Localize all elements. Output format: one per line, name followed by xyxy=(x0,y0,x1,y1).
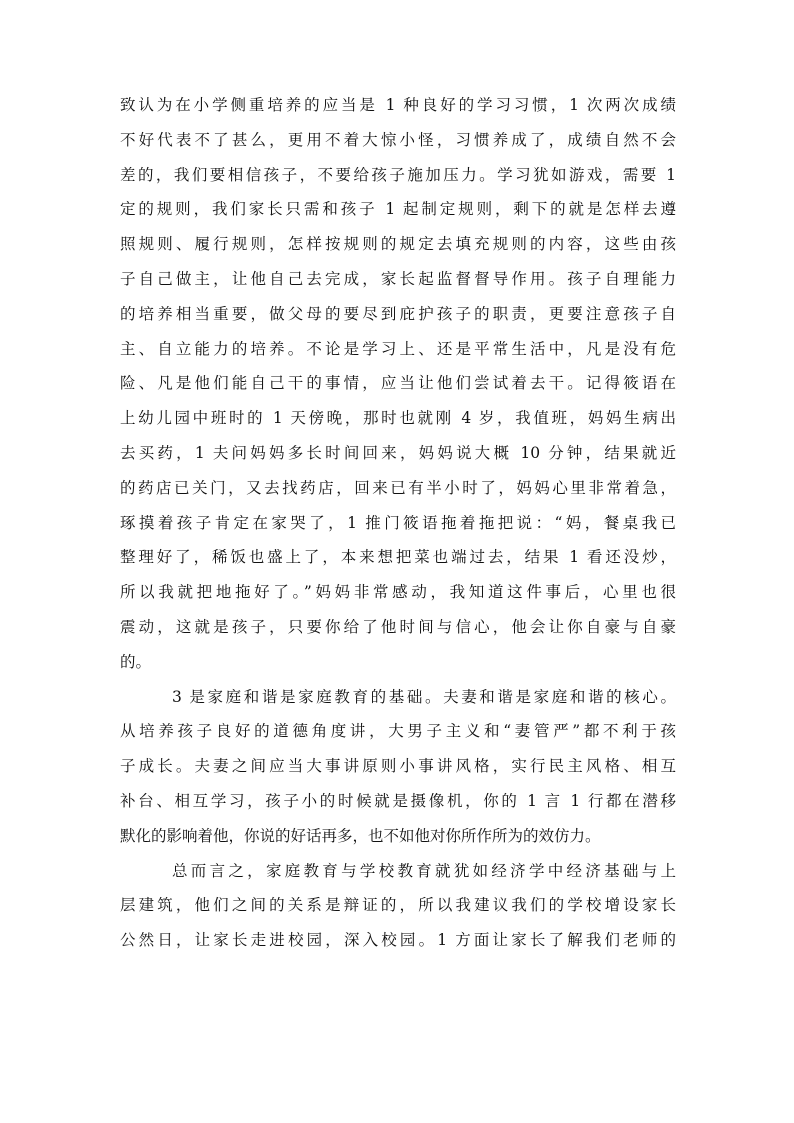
text-line: 不好代表不了甚么，更用不着大惊小怪，习惯养成了，成绩自然不会 xyxy=(120,130,676,149)
text-line: 去买药，1 夫问妈妈多长时间回来，妈妈说大概 10 分钟，结果就近 xyxy=(120,443,676,462)
text-line: 险、凡是他们能自己干的事情，应当让他们尝试着去干。记得筱语在 xyxy=(120,374,676,393)
text-line: 子成长。夫妻之间应当大事讲原则小事讲风格，实行民主风格、相互 xyxy=(120,757,676,776)
text-line: 层建筑，他们之间的关系是辩证的，所以我建议我们的学校增设家长 xyxy=(120,896,676,915)
text-line: 默化的影响着他，你说的好话再多，也不如他对你所作所为的效仿力。 xyxy=(120,826,601,845)
document-body xyxy=(120,88,676,958)
text-line: 照规则、履行规则，怎样按规则的规定去填充规则的内容，这些由孩 xyxy=(120,235,676,254)
text-line: 从培养孩子良好的道德角度讲，大男子主义和“妻管严”都不利于孩 xyxy=(120,722,676,741)
paragraph-3 xyxy=(120,854,676,958)
text-line: 整理好了，稀饭也盛上了，本来想把菜也端过去，结果 1 看还没炒， xyxy=(120,548,676,567)
text-line: 补台、相互学习，孩子小的时候就是摄像机，你的 1 言 1 行都在潜移 xyxy=(120,791,676,810)
text-line: 公然日，让家长走进校园，深入校园。1 方面让家长了解我们老师的 xyxy=(120,931,676,950)
text-line: 子自己做主，让他自己去完成，家长起监督督导作用。孩子自理能力 xyxy=(120,269,676,288)
text-line: 定的规则，我们家长只需和孩子 1 起制定规则，剩下的就是怎样去遵 xyxy=(120,200,676,219)
text-line: 致认为在小学侧重培养的应当是 1 种良好的学习习惯，1 次两次成绩 xyxy=(120,96,676,114)
text-line: 主、自立能力的培养。不论是学习上、还是平常生活中，凡是没有危 xyxy=(120,339,676,358)
text-line: 震动，这就是孩子，只要你给了他时间与信心，他会让你自豪与自豪 xyxy=(120,617,676,636)
text-line: 总而言之，家庭教育与学校教育就犹如经济学中经济基础与上 xyxy=(172,861,676,880)
text-line: 的药店已关门，又去找药店，回来已有半小时了，妈妈心里非常着急， xyxy=(120,478,676,497)
text-line: 上幼儿园中班时的 1 天傍晚，那时也就刚 4 岁，我值班，妈妈生病出 xyxy=(120,409,676,428)
text-line: 的培养相当重要，做父母的要尽到庇护孩子的职责，更要注意孩子自 xyxy=(120,304,676,323)
text-line: 差的，我们要相信孩子，不要给孩子施加压力。学习犹如游戏，需要 1 xyxy=(120,165,676,184)
text-line: 所以我就把地拖好了。”妈妈非常感动，我知道这件事后，心里也很 xyxy=(120,583,676,602)
text-line: 的。 xyxy=(120,652,152,671)
text-line: 琢摸着孩子肯定在家哭了，1 推门筱语拖着拖把说：“妈，餐桌我已 xyxy=(120,513,676,532)
text-line: 3 是家庭和谐是家庭教育的基础。夫妻和谐是家庭和谐的核心。 xyxy=(172,687,676,706)
paragraph-1 xyxy=(120,88,676,680)
paragraph-2 xyxy=(120,680,676,854)
